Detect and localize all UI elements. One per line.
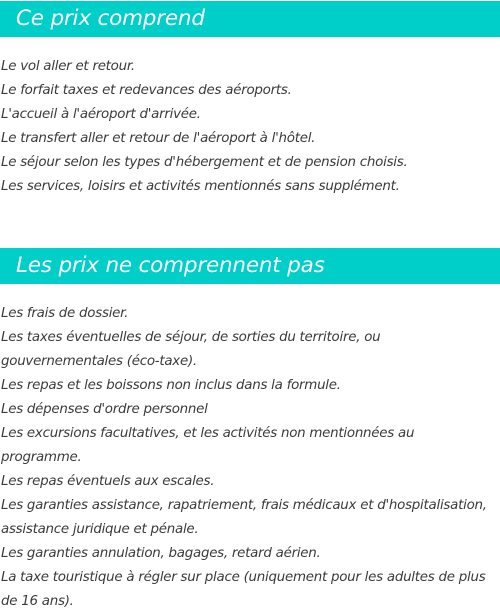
excluded-item-6: Les repas éventuels aux escales. <box>1 474 215 489</box>
included-item-5: Le séjour selon les types d'hébergement et de pension choisis. <box>1 155 408 170</box>
excluded-item-2: Les taxes éventuelles de séjour, de sorties du territoire, ou gouvernementales (éco-taxe). <box>1 330 381 369</box>
excluded-item-4: Les dépenses d'ordre personnel <box>1 402 208 417</box>
excluded-list <box>1 302 497 614</box>
excluded-item-8: Les garanties annulation, bagages, retard aérien. <box>1 546 321 561</box>
included-item-2: Le forfait taxes et redevances des aéroports. <box>1 83 292 98</box>
included-list <box>1 55 497 199</box>
included-item-6: Les services, loisirs et activités mentionnés sans supplément. <box>1 179 400 194</box>
excluded-item-7: Les garanties assistance, rapatriement, frais médicaux et d'hospitalisation, assistance juridique et pénale. <box>1 498 487 537</box>
included-item-1: Le vol aller et retour. <box>1 59 135 74</box>
section-title-included: Ce prix comprend <box>0 1 500 37</box>
excluded-item-3: Les repas et les boissons non inclus dans la formule. <box>1 378 341 393</box>
excluded-item-5: Les excursions facultatives, et les activités non mentionnées au programme. <box>1 426 415 465</box>
included-item-3: L'accueil à l'aéroport d'arrivée. <box>1 107 201 122</box>
excluded-item-1: Les frais de dossier. <box>1 306 129 321</box>
section-title-excluded: Les prix ne comprennent pas <box>0 248 500 284</box>
excluded-item-9: La taxe touristique à régler sur place (uniquement pour les adultes de plus de 16 ans). <box>1 570 486 609</box>
included-item-4: Le transfert aller et retour de l'aéroport à l'hôtel. <box>1 131 316 146</box>
